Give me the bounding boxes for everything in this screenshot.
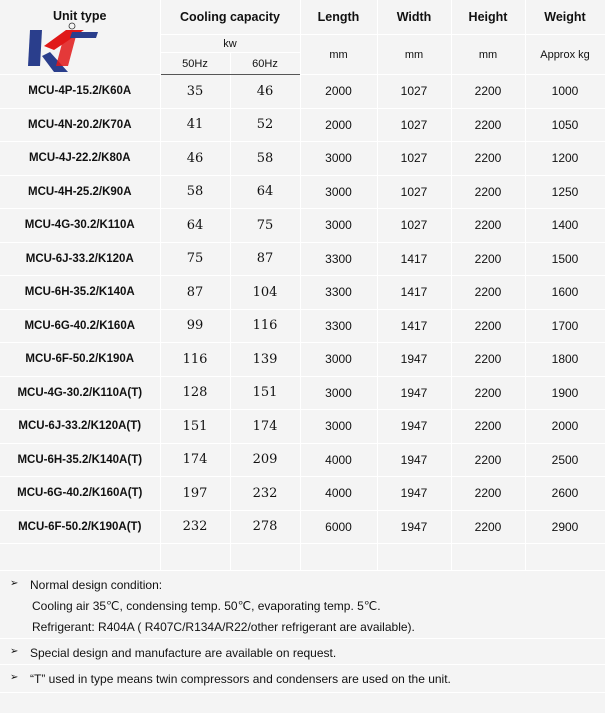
weight-cell: 1000 bbox=[525, 75, 605, 109]
cooling-50hz-cell: 41 bbox=[160, 108, 230, 142]
width-cell: 1027 bbox=[377, 175, 451, 209]
arrow-bullet-icon: ➢ bbox=[10, 646, 19, 657]
width-cell: 1417 bbox=[377, 276, 451, 310]
empty-cell bbox=[525, 544, 605, 571]
width-cell: 1027 bbox=[377, 108, 451, 142]
table-row bbox=[0, 175, 605, 209]
height-cell: 2200 bbox=[451, 343, 525, 377]
hz50-header: 50Hz bbox=[160, 53, 230, 75]
height-cell: 2200 bbox=[451, 410, 525, 444]
cooling-50hz-cell: 46 bbox=[160, 142, 230, 176]
weight-cell: 1050 bbox=[525, 108, 605, 142]
length-cell: 2000 bbox=[300, 108, 377, 142]
cooling-50hz-cell: 232 bbox=[160, 510, 230, 544]
width-cell: 1027 bbox=[377, 75, 451, 109]
weight-cell: 2600 bbox=[525, 477, 605, 511]
empty-cell bbox=[230, 544, 300, 571]
cooling-60hz-cell: 116 bbox=[230, 309, 300, 343]
cooling-50hz-cell: 174 bbox=[160, 443, 230, 477]
unit-type-label: Unit type bbox=[53, 9, 107, 23]
length-cell: 3000 bbox=[300, 142, 377, 176]
empty-cell bbox=[300, 544, 377, 571]
width-cell: 1947 bbox=[377, 376, 451, 410]
length-cell: 3300 bbox=[300, 309, 377, 343]
height-cell: 2200 bbox=[451, 242, 525, 276]
model-cell: MCU-4J-22.2/K80A bbox=[0, 142, 160, 176]
length-cell: 3000 bbox=[300, 376, 377, 410]
weight-cell: 1600 bbox=[525, 276, 605, 310]
arrow-bullet-icon: ➢ bbox=[10, 578, 19, 589]
cooling-60hz-cell: 87 bbox=[230, 242, 300, 276]
cooling-50hz-cell: 128 bbox=[160, 376, 230, 410]
width-cell: 1947 bbox=[377, 443, 451, 477]
weight-cell: 2900 bbox=[525, 510, 605, 544]
arrow-bullet-icon: ➢ bbox=[10, 672, 19, 683]
weight-cell: 2500 bbox=[525, 443, 605, 477]
height-cell: 2200 bbox=[451, 175, 525, 209]
cooling-60hz-cell: 52 bbox=[230, 108, 300, 142]
cooling-50hz-cell: 197 bbox=[160, 477, 230, 511]
length-header: Length bbox=[300, 0, 377, 35]
length-cell: 4000 bbox=[300, 443, 377, 477]
table-row bbox=[0, 209, 605, 243]
height-cell: 2200 bbox=[451, 108, 525, 142]
length-cell: 3000 bbox=[300, 175, 377, 209]
table-row bbox=[0, 276, 605, 310]
length-cell: 3300 bbox=[300, 242, 377, 276]
notes-section bbox=[0, 574, 605, 713]
cooling-50hz-cell: 116 bbox=[160, 343, 230, 377]
weight-cell: 1250 bbox=[525, 175, 605, 209]
unit-type-header bbox=[0, 0, 160, 75]
cooling-50hz-cell: 75 bbox=[160, 242, 230, 276]
length-cell: 3000 bbox=[300, 343, 377, 377]
cooling-capacity-header: Cooling capacity bbox=[160, 0, 300, 35]
cooling-60hz-cell: 232 bbox=[230, 477, 300, 511]
width-cell: 1947 bbox=[377, 410, 451, 444]
length-cell: 3000 bbox=[300, 410, 377, 444]
height-cell: 2200 bbox=[451, 75, 525, 109]
hz60-header: 60Hz bbox=[230, 53, 300, 75]
table-row bbox=[0, 510, 605, 544]
height-cell: 2200 bbox=[451, 309, 525, 343]
width-cell: 1027 bbox=[377, 209, 451, 243]
table-row bbox=[0, 242, 605, 276]
model-cell: MCU-6J-33.2/K120A bbox=[0, 242, 160, 276]
model-cell: MCU-4G-30.2/K110A bbox=[0, 209, 160, 243]
note-title: Normal design condition: bbox=[30, 578, 163, 592]
length-cell: 6000 bbox=[300, 510, 377, 544]
width-cell: 1947 bbox=[377, 343, 451, 377]
weight-cell: 1700 bbox=[525, 309, 605, 343]
height-header: Height bbox=[451, 0, 525, 35]
company-logo-icon bbox=[20, 22, 100, 75]
empty-cell bbox=[0, 544, 160, 571]
divider bbox=[0, 664, 605, 665]
cooling-50hz-cell: 87 bbox=[160, 276, 230, 310]
length-cell: 3300 bbox=[300, 276, 377, 310]
cooling-60hz-cell: 209 bbox=[230, 443, 300, 477]
width-cell: 1417 bbox=[377, 242, 451, 276]
width-cell: 1947 bbox=[377, 477, 451, 511]
weight-header: Weight bbox=[525, 0, 605, 35]
height-unit: mm bbox=[451, 35, 525, 75]
cooling-60hz-cell: 75 bbox=[230, 209, 300, 243]
height-cell: 2200 bbox=[451, 209, 525, 243]
cooling-50hz-cell: 58 bbox=[160, 175, 230, 209]
model-cell: MCU-6G-40.2/K160A(T) bbox=[0, 477, 160, 511]
table-row bbox=[0, 410, 605, 444]
table-row bbox=[0, 142, 605, 176]
model-cell: MCU-4P-15.2/K60A bbox=[0, 75, 160, 109]
height-cell: 2200 bbox=[451, 376, 525, 410]
height-cell: 2200 bbox=[451, 142, 525, 176]
cooling-60hz-cell: 151 bbox=[230, 376, 300, 410]
model-cell: MCU-6G-40.2/K160A bbox=[0, 309, 160, 343]
table-row bbox=[0, 376, 605, 410]
weight-cell: 1200 bbox=[525, 142, 605, 176]
weight-cell: 1800 bbox=[525, 343, 605, 377]
model-cell: MCU-6H-35.2/K140A bbox=[0, 276, 160, 310]
cooling-unit: kw bbox=[160, 35, 300, 53]
model-cell: MCU-4N-20.2/K70A bbox=[0, 108, 160, 142]
table-row bbox=[0, 309, 605, 343]
weight-cell: 1900 bbox=[525, 376, 605, 410]
weight-cell: 1500 bbox=[525, 242, 605, 276]
cooling-60hz-cell: 58 bbox=[230, 142, 300, 176]
table-body bbox=[0, 75, 605, 544]
height-cell: 2200 bbox=[451, 276, 525, 310]
length-cell: 2000 bbox=[300, 75, 377, 109]
cooling-50hz-cell: 35 bbox=[160, 75, 230, 109]
cooling-60hz-cell: 278 bbox=[230, 510, 300, 544]
cooling-50hz-cell: 151 bbox=[160, 410, 230, 444]
cooling-60hz-cell: 104 bbox=[230, 276, 300, 310]
divider bbox=[0, 692, 605, 693]
width-cell: 1027 bbox=[377, 142, 451, 176]
cooling-60hz-cell: 64 bbox=[230, 175, 300, 209]
empty-cell bbox=[160, 544, 230, 571]
cooling-60hz-cell: 46 bbox=[230, 75, 300, 109]
empty-cell bbox=[377, 544, 451, 571]
cooling-50hz-cell: 64 bbox=[160, 209, 230, 243]
model-cell: MCU-6F-50.2/K190A(T) bbox=[0, 510, 160, 544]
cooling-60hz-cell: 174 bbox=[230, 410, 300, 444]
note-refrigerant-text: Refrigerant: R404A ( R407C/R134A/R22/other refrigerant are available). bbox=[32, 620, 415, 634]
cooling-50hz-cell: 99 bbox=[160, 309, 230, 343]
model-cell: MCU-6F-50.2/K190A bbox=[0, 343, 160, 377]
weight-cell: 1400 bbox=[525, 209, 605, 243]
table-row bbox=[0, 477, 605, 511]
length-cell: 4000 bbox=[300, 477, 377, 511]
width-cell: 1947 bbox=[377, 510, 451, 544]
divider bbox=[0, 638, 605, 639]
note-cooling-air-text: Cooling air 35℃, condensing temp. 50℃, evaporating temp. 5℃. bbox=[32, 599, 381, 613]
model-cell: MCU-6J-33.2/K120A(T) bbox=[0, 410, 160, 444]
weight-cell: 2000 bbox=[525, 410, 605, 444]
table-row bbox=[0, 343, 605, 377]
table-row bbox=[0, 443, 605, 477]
cooling-60hz-cell: 139 bbox=[230, 343, 300, 377]
model-cell: MCU-6H-35.2/K140A(T) bbox=[0, 443, 160, 477]
weight-unit: Approx kg bbox=[525, 35, 605, 75]
table-row bbox=[0, 75, 605, 109]
length-cell: 3000 bbox=[300, 209, 377, 243]
note-twin-text: “T” used in type means twin compressors and condensers are used on the unit. bbox=[30, 672, 451, 686]
empty-cell bbox=[451, 544, 525, 571]
height-cell: 2200 bbox=[451, 443, 525, 477]
height-cell: 2200 bbox=[451, 477, 525, 511]
table-row bbox=[0, 108, 605, 142]
model-cell: MCU-4H-25.2/K90A bbox=[0, 175, 160, 209]
height-cell: 2200 bbox=[451, 510, 525, 544]
model-cell: MCU-4G-30.2/K110A(T) bbox=[0, 376, 160, 410]
width-unit: mm bbox=[377, 35, 451, 75]
width-cell: 1417 bbox=[377, 309, 451, 343]
length-unit: mm bbox=[300, 35, 377, 75]
note-special-design-text: Special design and manufacture are available on request. bbox=[30, 646, 337, 660]
width-header: Width bbox=[377, 0, 451, 35]
